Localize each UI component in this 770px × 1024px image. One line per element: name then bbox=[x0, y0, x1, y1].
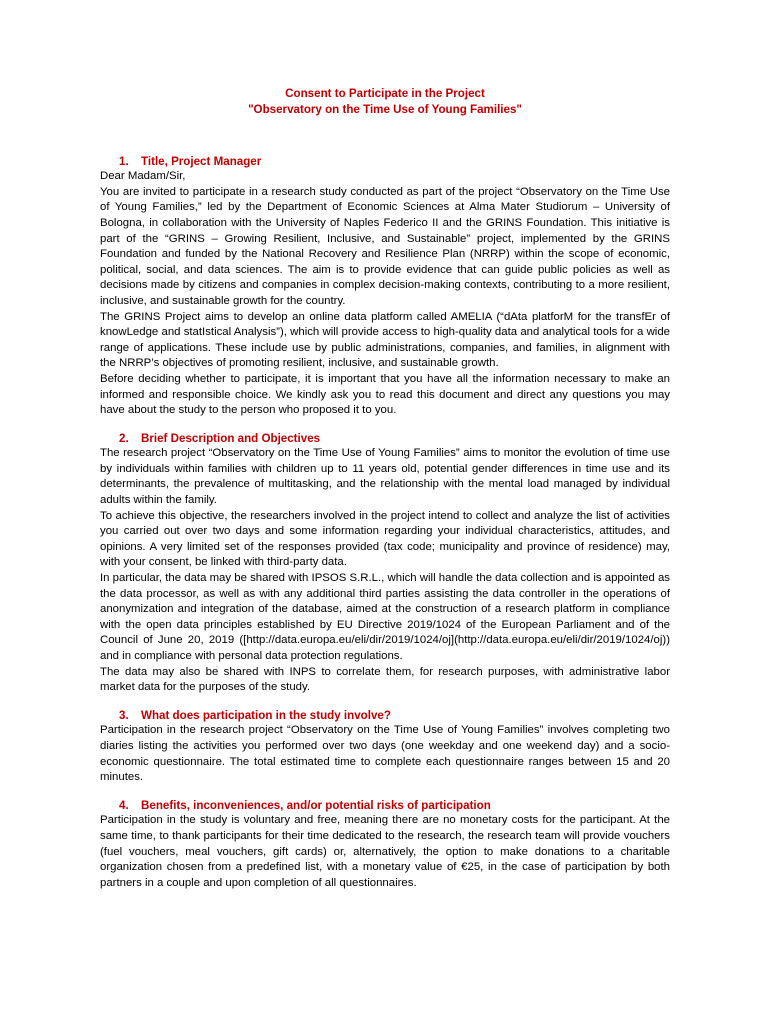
section-3 bbox=[100, 708, 670, 786]
section-1-number: 1. bbox=[119, 154, 129, 168]
section-1 bbox=[100, 154, 670, 419]
section-1-title: Title, Project Manager bbox=[141, 154, 262, 168]
section-2-paragraph: The research project “Observatory on the Time Use of Young Families” aims to monitor the evolution of time use by individuals within families with children up to 11 years old, potential gender differences in time use and its determinants, the prevalence of multitasking, and the relationship with the mental load managed by individual adults within the family. bbox=[100, 447, 670, 507]
section-2-paragraph: The data may also be shared with INPS to correlate them, for research purposes, with administrative labor market data for the purposes of the study. bbox=[100, 665, 670, 694]
section-4 bbox=[100, 798, 670, 892]
section-3-paragraph: Participation in the research project “Observatory on the Time Use of Young Families” involves completing two diaries listing the activities you performed over two days (one weekday and one weekend day) and a socio-economic questionnaire. The total estimated time to complete each questionnaire ranges between 15 and 20 minutes. bbox=[100, 724, 670, 784]
section-4-number: 4. bbox=[119, 798, 129, 812]
document-body bbox=[100, 86, 670, 891]
section-2-paragraph: To achieve this objective, the researchers involved in the project intend to collect and analyze the list of activities you carried out over two days and some information regarding your individual characteristics, attitudes, and opinions. A very limited set of the responses provided (tax code; municipality and province of residence) may, with your consent, be linked with third-party data. bbox=[100, 509, 670, 569]
section-1-paragraph: You are invited to participate in a research study conducted as part of the project “Observatory on the Time Use of Young Families,” led by the Department of Economic Sciences at Alma Mater Studiorum – University of Bologna, in collaboration with the University of Naples Federico II and the GRINS Foundation. This initiative is part of the “GRINS – Growing Resilient, Inclusive, and Sustainable” project, implemented by the GRINS Foundation and funded by the National Recovery and Resilience Plan (NRRP) within the scope of economic, political, social, and data sciences. The aim is to provide evidence that can guide public policies as well as decisions made by citizens and companies in complex decision-making contexts, contributing to a more resilient, inclusive, and sustainable growth for the country. bbox=[100, 185, 670, 307]
section-1-heading bbox=[100, 154, 670, 170]
section-3-title: What does participation in the study involve? bbox=[141, 708, 391, 722]
section-2-heading bbox=[100, 431, 670, 447]
section-1-paragraph: The GRINS Project aims to develop an online data platform called AMELIA (“dAta platforM for the transfEr of knowLedge and statIstical Analysis”), which will provide access to high-quality data and analytical tools for a wide range of applications. These include use by public administrations, companies, and families, in alignment with the NRRP’s objectives of promoting resilient, inclusive, and sustainable growth. bbox=[100, 310, 670, 370]
section-3-heading bbox=[100, 708, 670, 724]
section-1-paragraph: Dear Madam/Sir, bbox=[100, 170, 186, 183]
section-2-paragraph: In particular, the data may be shared with IPSOS S.R.L., which will handle the data collection and is appointed as the data processor, as well as with any additional third parties assisting the data controller in the operations of anonymization and integration of the database, aimed at the construction of a research platform in compliance with the open data principles established by EU Directive 2019/1024 of the European Parliament and of the Council of June 20, 2019 ([http://data.europa.eu/eli/dir/2019/1024/oj](http://data.europa.eu/eli/dir/2019/1024/oj)) and in compliance with personal data protection regulations. bbox=[100, 572, 670, 662]
section-4-heading bbox=[100, 798, 670, 814]
document-title-line-2: "Observatory on the Time Use of Young Families" bbox=[248, 102, 522, 116]
section-3-number: 3. bbox=[119, 708, 129, 722]
section-4-paragraph: Participation in the study is voluntary and free, meaning there are no monetary costs for the participant. At the same time, to thank participants for their time dedicated to the research, the research team will provide vouchers (fuel vouchers, meal vouchers, gift cards) or, alternatively, the option to make donations to a charitable organization chosen from a predefined list, with a monetary value of €25, in the case of participation by both partners in a couple and upon completion of all questionnaires. bbox=[100, 814, 670, 889]
section-1-paragraph: Before deciding whether to participate, it is important that you have all the information necessary to make an informed and responsible choice. We kindly ask you to read this document and direct any questions you may have about the study to the person who proposed it to you. bbox=[100, 372, 670, 417]
section-2-number: 2. bbox=[119, 431, 129, 445]
section-2-title: Brief Description and Objectives bbox=[141, 431, 321, 445]
section-2 bbox=[100, 431, 670, 696]
document-title-line-1: Consent to Participate in the Project bbox=[285, 87, 485, 100]
section-4-title: Benefits, inconveniences, and/or potential risks of participation bbox=[141, 798, 491, 812]
